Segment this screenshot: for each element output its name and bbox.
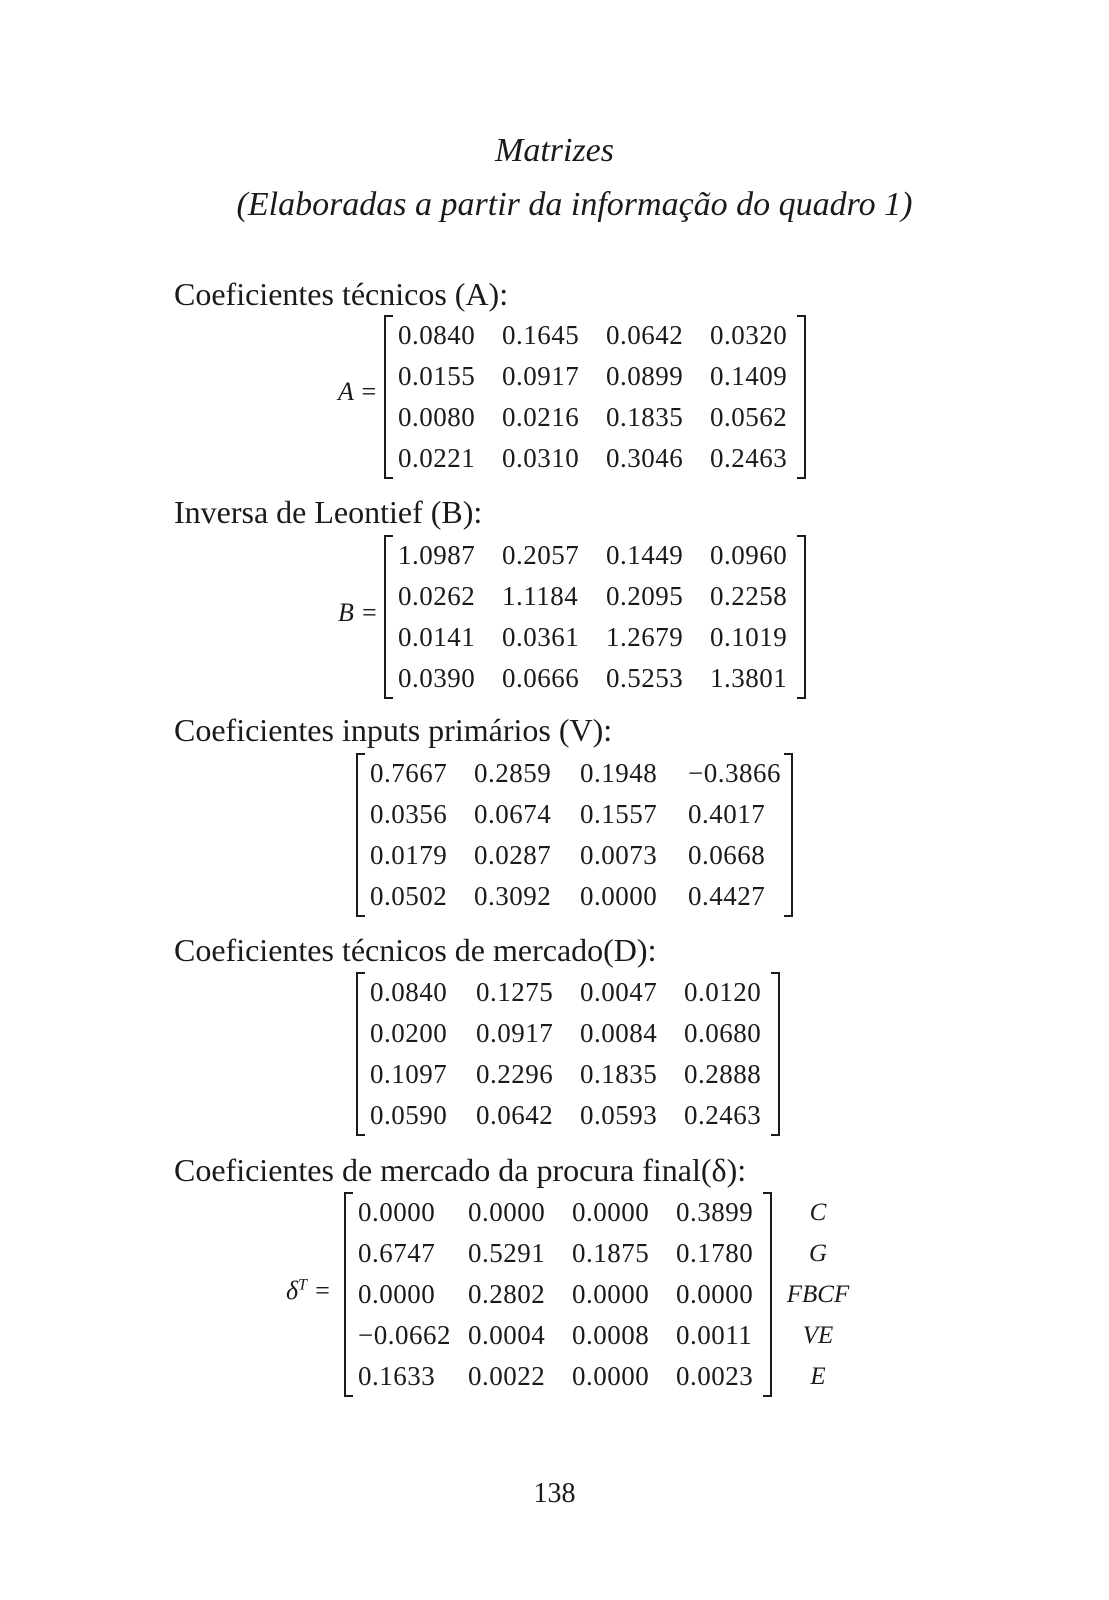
section-heading-v: Coeficientes inputs primários (V): xyxy=(174,712,613,748)
matrix-cell: 0.0593 xyxy=(580,1100,658,1130)
matrix-cell: 0.0000 xyxy=(468,1197,546,1227)
matrix-label-a: A = xyxy=(338,377,378,406)
matrix-cell: 0.0502 xyxy=(370,881,448,911)
matrix-row xyxy=(370,835,781,876)
matrix-cell: 0.0221 xyxy=(398,443,476,473)
matrix-cell: 1.1184 xyxy=(502,581,579,611)
matrix-cell: 0.0390 xyxy=(398,663,476,693)
matrix-cell: 0.0590 xyxy=(370,1100,448,1130)
matrix-cell: 0.0000 xyxy=(572,1361,650,1391)
row-labels-delta xyxy=(778,1192,858,1397)
matrix-b xyxy=(384,535,806,699)
matrix-d xyxy=(356,972,780,1136)
matrix-cell: 0.1097 xyxy=(370,1059,448,1089)
matrix-cell: 0.0674 xyxy=(474,799,552,829)
matrix-cell: 0.2296 xyxy=(476,1059,554,1089)
matrix-cell: 0.1409 xyxy=(710,361,788,391)
matrix-cell: 0.3046 xyxy=(606,443,684,473)
matrix-row xyxy=(398,356,794,397)
matrix-cell: 0.0073 xyxy=(580,840,658,870)
matrix-row xyxy=(370,1095,768,1136)
matrix-cell: 0.0668 xyxy=(688,840,766,870)
page-subtitle: (Elaboradas a partir da informação do quadro 1) xyxy=(236,186,913,223)
matrix-row xyxy=(358,1315,760,1356)
matrix-cell: 0.0179 xyxy=(370,840,448,870)
matrix-cell: 0.2888 xyxy=(684,1059,762,1089)
page-title: Matrizes xyxy=(495,132,614,169)
matrix-cell: 0.0840 xyxy=(370,977,448,1007)
matrix-cell: 0.0120 xyxy=(684,977,762,1007)
matrix-cell: 0.0666 xyxy=(502,663,580,693)
matrix-row xyxy=(398,315,794,356)
matrix-cell: 0.1449 xyxy=(606,540,684,570)
matrix-cell: 1.0987 xyxy=(398,540,476,570)
matrix-cell: 0.2463 xyxy=(684,1100,762,1130)
matrix-cell: 0.2057 xyxy=(502,540,580,570)
matrix-cell: 0.2802 xyxy=(468,1279,546,1309)
matrix-cell: 0.0361 xyxy=(502,622,580,652)
row-label: C xyxy=(809,1199,827,1226)
section-heading-delta: Coeficientes de mercado da procura final(δ): xyxy=(174,1152,747,1188)
matrix-delta xyxy=(344,1192,772,1397)
matrix-row xyxy=(398,617,794,658)
matrix-row xyxy=(398,658,794,699)
matrix-cell: 0.1275 xyxy=(476,977,554,1007)
matrix-cell: 0.0917 xyxy=(502,361,580,391)
matrix-cell: 0.1948 xyxy=(580,758,658,788)
matrix-row xyxy=(398,397,794,438)
matrix-cell: −0.0662 xyxy=(358,1320,451,1350)
matrix-cell: 0.6747 xyxy=(358,1238,436,1268)
matrix-cell: 0.0000 xyxy=(358,1279,436,1309)
matrix-cell: 0.0310 xyxy=(502,443,580,473)
matrix-cell: 0.0562 xyxy=(710,402,788,432)
matrix-row xyxy=(398,535,794,576)
matrix-v xyxy=(356,753,793,917)
matrix-cell: 0.0262 xyxy=(398,581,476,611)
matrix-cell: 0.0080 xyxy=(398,402,476,432)
matrix-cell: 0.0287 xyxy=(474,840,552,870)
matrix-cell: 0.0642 xyxy=(606,320,684,350)
matrix-cell: 0.0011 xyxy=(676,1320,753,1350)
matrix-cell: 1.2679 xyxy=(606,622,684,652)
matrix-cell: 0.0960 xyxy=(710,540,788,570)
matrix-cell: 0.0004 xyxy=(468,1320,546,1350)
matrix-row xyxy=(398,576,794,617)
matrix-cell: 0.3899 xyxy=(676,1197,754,1227)
matrix-row xyxy=(370,1013,768,1054)
matrix-cell: 0.0642 xyxy=(476,1100,554,1130)
matrix-cell: 0.0000 xyxy=(580,881,658,911)
matrix-row xyxy=(358,1274,760,1315)
matrix-cell: 0.1557 xyxy=(580,799,658,829)
matrix-cell: 0.0200 xyxy=(370,1018,448,1048)
matrix-cell: 0.0356 xyxy=(370,799,448,829)
row-label: FBCF xyxy=(786,1281,850,1308)
matrix-cell: 0.0000 xyxy=(358,1197,436,1227)
matrix-cell: 0.2463 xyxy=(710,443,788,473)
row-label: G xyxy=(808,1240,828,1267)
matrix-cell: 0.3092 xyxy=(474,881,552,911)
matrix-cell: 0.4427 xyxy=(688,881,766,911)
matrix-cell: 0.2095 xyxy=(606,581,684,611)
matrix-cell: 0.0216 xyxy=(502,402,580,432)
matrix-cell: 0.1835 xyxy=(580,1059,658,1089)
matrix-cell: 0.0917 xyxy=(476,1018,554,1048)
matrix-cell: 0.0022 xyxy=(468,1361,546,1391)
section-heading-a: Coeficientes técnicos (A): xyxy=(174,276,509,312)
matrix-row xyxy=(358,1192,760,1233)
matrix-cell: 0.5253 xyxy=(606,663,684,693)
matrix-label-delta: $\delta^T$ = xyxy=(286,1276,332,1305)
matrix-cell: 0.0023 xyxy=(676,1361,754,1391)
matrix-cell: 0.0047 xyxy=(580,977,658,1007)
matrix-row xyxy=(370,753,781,794)
matrix-cell: 0.2258 xyxy=(710,581,788,611)
matrix-row xyxy=(358,1233,760,1274)
row-label: VE xyxy=(802,1322,834,1349)
matrix-row xyxy=(398,438,794,479)
matrix-a xyxy=(384,315,806,479)
matrix-cell: 0.7667 xyxy=(370,758,448,788)
matrix-cell: 0.1875 xyxy=(572,1238,650,1268)
matrix-cell: 0.0840 xyxy=(398,320,476,350)
matrix-cell: 0.1780 xyxy=(676,1238,754,1268)
matrix-cell: 0.0141 xyxy=(398,622,476,652)
matrix-cell: 0.1633 xyxy=(358,1361,436,1391)
matrix-cell: 0.0320 xyxy=(710,320,788,350)
matrix-cell: 0.0899 xyxy=(606,361,684,391)
matrix-cell: 0.1645 xyxy=(502,320,580,350)
matrix-row xyxy=(370,972,768,1013)
page-number: 138 xyxy=(533,1478,576,1509)
matrix-row xyxy=(358,1356,760,1397)
matrix-cell: 0.4017 xyxy=(688,799,766,829)
matrix-cell: 0.1019 xyxy=(710,622,788,652)
matrix-cell: −0.3866 xyxy=(688,758,781,788)
matrix-cell: 1.3801 xyxy=(710,663,788,693)
matrix-row xyxy=(370,794,781,835)
matrix-cell: 0.0008 xyxy=(572,1320,650,1350)
matrix-row xyxy=(370,1054,768,1095)
section-heading-b: Inversa de Leontief (B): xyxy=(174,494,483,530)
matrix-cell: 0.0680 xyxy=(684,1018,762,1048)
matrix-cell: 0.0084 xyxy=(580,1018,658,1048)
matrix-row xyxy=(370,876,781,917)
matrix-cell: 0.1835 xyxy=(606,402,684,432)
matrix-cell: 0.0155 xyxy=(398,361,476,391)
matrix-cell: 0.5291 xyxy=(468,1238,546,1268)
matrix-cell: 0.0000 xyxy=(572,1197,650,1227)
row-label: E xyxy=(810,1363,826,1390)
matrix-cell: 0.2859 xyxy=(474,758,552,788)
matrix-cell: 0.0000 xyxy=(676,1279,754,1309)
section-heading-d: Coeficientes técnicos de mercado(D): xyxy=(174,932,657,968)
matrix-label-b: B = xyxy=(338,598,378,627)
matrix-cell: 0.0000 xyxy=(572,1279,650,1309)
